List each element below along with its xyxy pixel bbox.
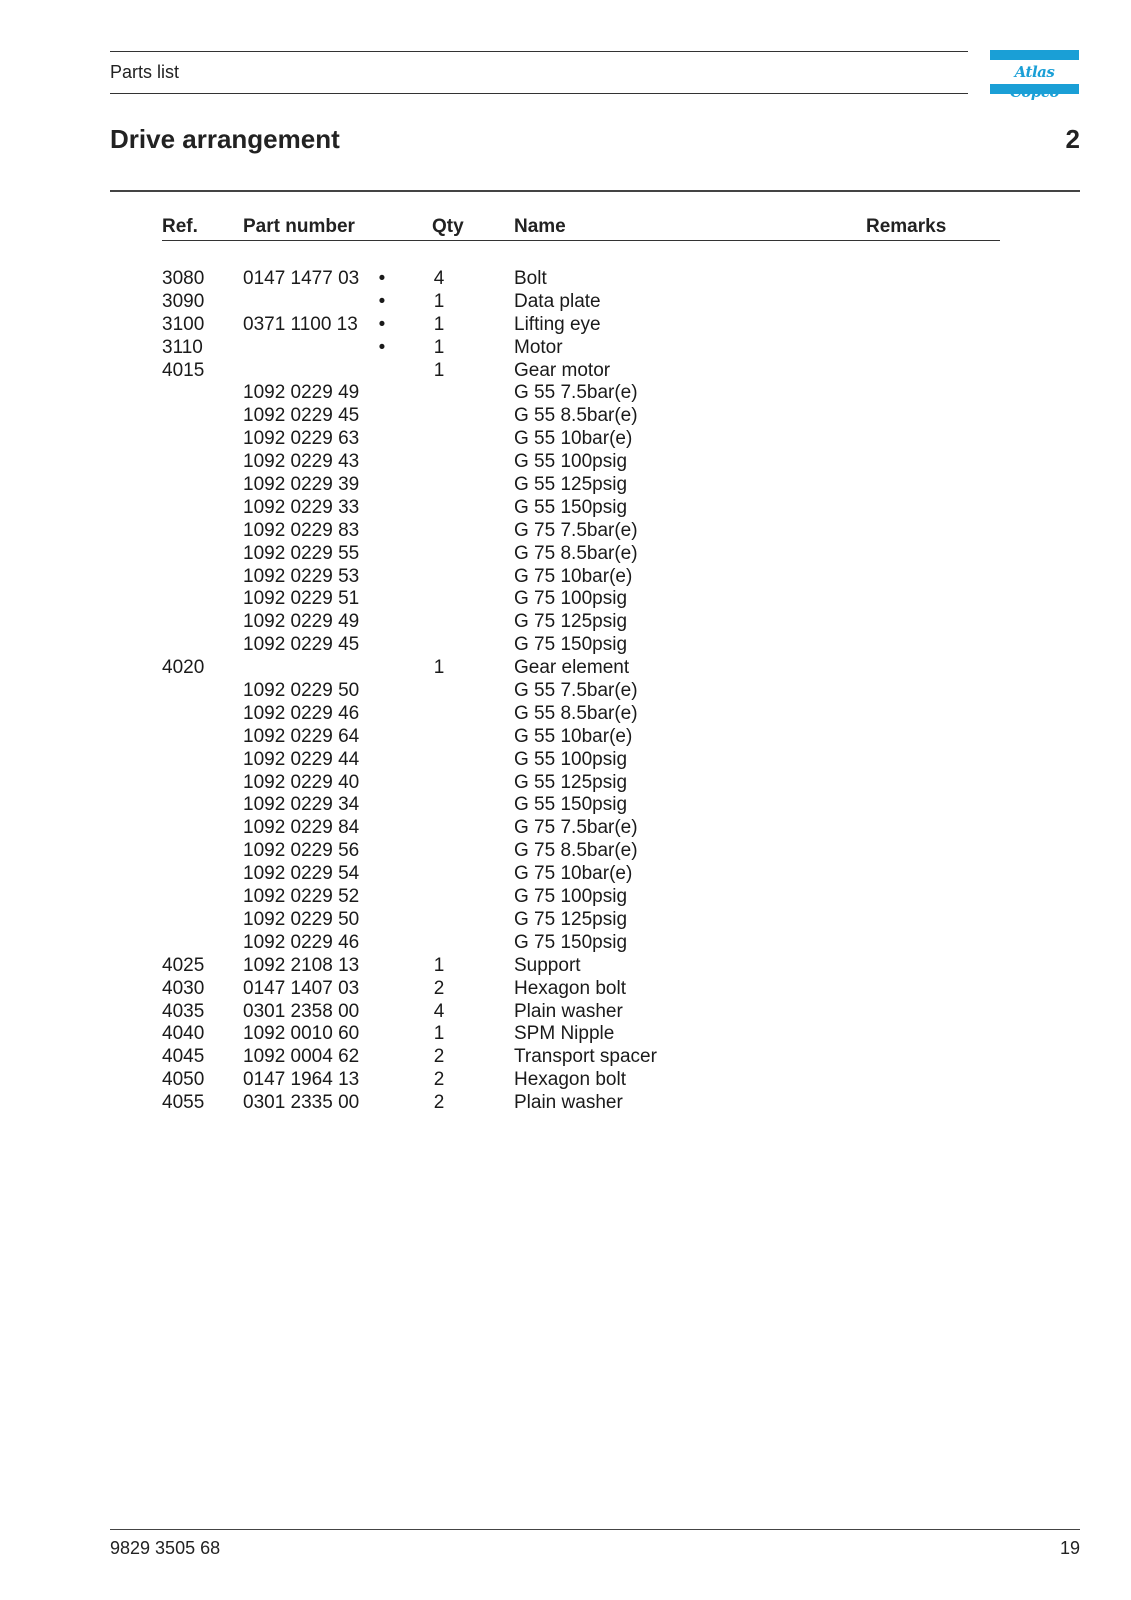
cell-name: Plain washer	[514, 1000, 623, 1022]
table-row	[0, 726, 1131, 749]
cell-name: G 55 7.5bar(e)	[514, 680, 638, 702]
table-row	[0, 680, 1131, 703]
cell-name: Hexagon bolt	[514, 977, 626, 999]
table-row	[0, 1001, 1131, 1024]
cell-name: G 55 150psig	[514, 496, 628, 518]
cell-part-number: 0147 1407 03	[243, 977, 360, 999]
cell-part-number: 1092 0229 46	[243, 702, 360, 724]
table-row	[0, 382, 1131, 405]
cell-part-number: 1092 0004 62	[243, 1046, 360, 1068]
logo-bar-top	[990, 50, 1079, 60]
table-row	[0, 497, 1131, 520]
table-row	[0, 955, 1131, 978]
cell-part-number: 1092 0229 83	[243, 519, 360, 541]
cell-name: Plain washer	[514, 1092, 623, 1114]
table-row	[0, 909, 1131, 932]
cell-name: Gear motor	[514, 359, 611, 381]
cell-qty: 1	[433, 657, 445, 679]
cell-part-number: 1092 0229 51	[243, 588, 360, 610]
table-row	[0, 1069, 1131, 1092]
table-row	[0, 1092, 1131, 1115]
cell-name: SPM Nipple	[514, 1023, 615, 1045]
title-rule	[110, 190, 1080, 192]
cell-ref: 4045	[162, 1046, 205, 1068]
cell-marker: •	[378, 290, 386, 312]
cell-qty: 4	[433, 1000, 445, 1022]
column-header-rule	[162, 240, 1000, 241]
cell-ref: 3090	[162, 290, 205, 312]
cell-qty: 1	[433, 1023, 445, 1045]
cell-qty: 4	[433, 268, 445, 289]
cell-name: Motor	[514, 336, 563, 358]
table-row	[0, 566, 1131, 589]
table-row	[0, 291, 1131, 314]
table-row	[0, 840, 1131, 863]
cell-qty: 1	[433, 290, 445, 312]
cell-part-number: 1092 0229 54	[243, 863, 360, 885]
table-row	[0, 1023, 1131, 1046]
logo-text: Atlas	[1014, 63, 1055, 81]
table-row	[0, 337, 1131, 360]
cell-ref: 3110	[162, 336, 203, 358]
cell-qty: 2	[433, 1046, 445, 1068]
table-row	[0, 520, 1131, 543]
cell-name: G 55 100psig	[514, 748, 628, 770]
cell-part-number: 1092 0229 50	[243, 908, 360, 930]
table-row	[0, 543, 1131, 566]
cell-name: G 75 150psig	[514, 931, 628, 953]
cell-qty: 1	[433, 359, 445, 381]
cell-name: G 75 7.5bar(e)	[514, 817, 638, 839]
table-row	[0, 863, 1131, 886]
cell-part-number: 1092 0229 64	[243, 725, 360, 747]
table-row	[0, 634, 1131, 657]
cell-qty: 2	[433, 1069, 445, 1091]
table-row	[0, 268, 1131, 291]
table-row	[0, 749, 1131, 772]
atlas-copco-logo	[990, 50, 1079, 94]
cell-part-number: 1092 0229 53	[243, 565, 360, 587]
cell-name: G 75 100psig	[514, 886, 628, 908]
section-number: 2	[1065, 124, 1080, 154]
table-row	[0, 817, 1131, 840]
cell-part-number: 1092 0229 63	[243, 428, 360, 450]
cell-part-number: 1092 0229 40	[243, 771, 360, 793]
cell-name: G 75 100psig	[514, 588, 628, 610]
table-row	[0, 772, 1131, 795]
cell-name: G 75 7.5bar(e)	[514, 519, 638, 541]
cell-name: Bolt	[514, 268, 547, 289]
cell-part-number: 1092 0229 84	[243, 817, 360, 839]
cell-part-number: 1092 0229 43	[243, 451, 360, 473]
header-rule-bottom	[110, 93, 968, 94]
cell-ref: 4015	[162, 359, 205, 381]
table-row	[0, 428, 1131, 451]
cell-name: Support	[514, 954, 581, 976]
cell-part-number: 1092 0010 60	[243, 1023, 360, 1045]
cell-ref: 3080	[162, 268, 205, 289]
table-row	[0, 451, 1131, 474]
cell-marker: •	[378, 268, 386, 289]
cell-part-number: 1092 0229 50	[243, 680, 360, 702]
header-section-label: Parts list	[110, 62, 180, 82]
cell-marker: •	[378, 336, 386, 358]
cell-part-number: 0371 1100 13	[243, 313, 358, 335]
table-row	[0, 1046, 1131, 1069]
table-row	[0, 703, 1131, 726]
cell-ref: 4030	[162, 977, 205, 999]
cell-part-number: 1092 0229 56	[243, 840, 360, 862]
cell-ref: 4050	[162, 1069, 205, 1091]
cell-qty: 1	[433, 954, 445, 976]
cell-part-number: 0301 2358 00	[243, 1000, 360, 1022]
logo-bar-bottom	[990, 84, 1079, 94]
cell-ref: 3100	[162, 313, 205, 335]
column-header-ref: Ref.	[162, 216, 198, 237]
cell-name: Data plate	[514, 290, 601, 312]
cell-part-number: 1092 0229 33	[243, 496, 360, 518]
cell-part-number: 0147 1964 13	[243, 1069, 360, 1091]
header-rule-top	[110, 51, 968, 52]
cell-qty: 2	[433, 977, 445, 999]
footer-page-number: 19	[1059, 1538, 1080, 1558]
table-row	[0, 978, 1131, 1001]
table-row	[0, 405, 1131, 428]
table-row	[0, 474, 1131, 497]
cell-name: G 75 150psig	[514, 634, 628, 656]
cell-part-number: 1092 0229 46	[243, 931, 360, 953]
cell-part-number: 1092 0229 44	[243, 748, 360, 770]
cell-ref: 4055	[162, 1092, 205, 1114]
cell-part-number: 1092 0229 49	[243, 382, 360, 404]
cell-name: G 55 10bar(e)	[514, 725, 633, 747]
cell-part-number: 1092 2108 13	[243, 954, 360, 976]
cell-ref: 4025	[162, 954, 205, 976]
table-row	[0, 886, 1131, 909]
cell-part-number: 1092 0229 49	[243, 611, 360, 633]
cell-name: G 75 8.5bar(e)	[514, 840, 638, 862]
parts-table-body	[0, 268, 1131, 1115]
cell-name: G 75 125psig	[514, 908, 628, 930]
cell-name: G 55 100psig	[514, 451, 628, 473]
cell-part-number: 1092 0229 55	[243, 542, 360, 564]
table-row	[0, 932, 1131, 955]
cell-part-number: 0301 2335 00	[243, 1092, 360, 1114]
cell-part-number: 0147 1477 03	[243, 268, 360, 289]
cell-ref: 4035	[162, 1000, 205, 1022]
cell-name: G 55 8.5bar(e)	[514, 405, 638, 427]
column-header-name: Name	[514, 216, 566, 237]
cell-part-number: 1092 0229 39	[243, 474, 360, 496]
table-row	[0, 588, 1131, 611]
column-header-part-number: Part number	[243, 216, 355, 237]
cell-part-number: 1092 0229 45	[243, 405, 360, 427]
page-title: Drive arrangement	[110, 124, 340, 154]
cell-name: G 55 125psig	[514, 771, 628, 793]
cell-name: G 75 10bar(e)	[514, 565, 633, 587]
table-row	[0, 611, 1131, 634]
cell-part-number: 1092 0229 45	[243, 634, 360, 656]
column-header-remarks: Remarks	[866, 216, 947, 237]
column-header-qty: Qty	[432, 216, 464, 237]
footer-doc-number: 9829 3505 68	[110, 1538, 221, 1558]
table-row	[0, 314, 1131, 337]
cell-name: G 75 8.5bar(e)	[514, 542, 638, 564]
table-row	[0, 360, 1131, 383]
cell-marker: •	[378, 313, 386, 335]
table-row	[0, 657, 1131, 680]
cell-name: G 55 150psig	[514, 794, 628, 816]
cell-qty: 1	[433, 336, 445, 358]
table-row	[0, 794, 1131, 817]
cell-qty: 1	[433, 313, 445, 335]
cell-ref: 4040	[162, 1023, 205, 1045]
cell-ref: 4020	[162, 657, 205, 679]
cell-name: Hexagon bolt	[514, 1069, 626, 1091]
cell-name: Gear element	[514, 657, 630, 679]
cell-name: G 75 125psig	[514, 611, 628, 633]
footer-rule	[110, 1529, 1080, 1530]
cell-name: G 55 7.5bar(e)	[514, 382, 638, 404]
cell-name: G 55 10bar(e)	[514, 428, 633, 450]
cell-name: G 75 10bar(e)	[514, 863, 633, 885]
cell-name: G 55 125psig	[514, 474, 628, 496]
cell-name: Lifting eye	[514, 313, 601, 335]
cell-qty: 2	[433, 1092, 445, 1114]
cell-name: Transport spacer	[514, 1046, 657, 1068]
cell-name: G 55 8.5bar(e)	[514, 702, 638, 724]
cell-part-number: 1092 0229 52	[243, 886, 360, 908]
cell-part-number: 1092 0229 34	[243, 794, 360, 816]
